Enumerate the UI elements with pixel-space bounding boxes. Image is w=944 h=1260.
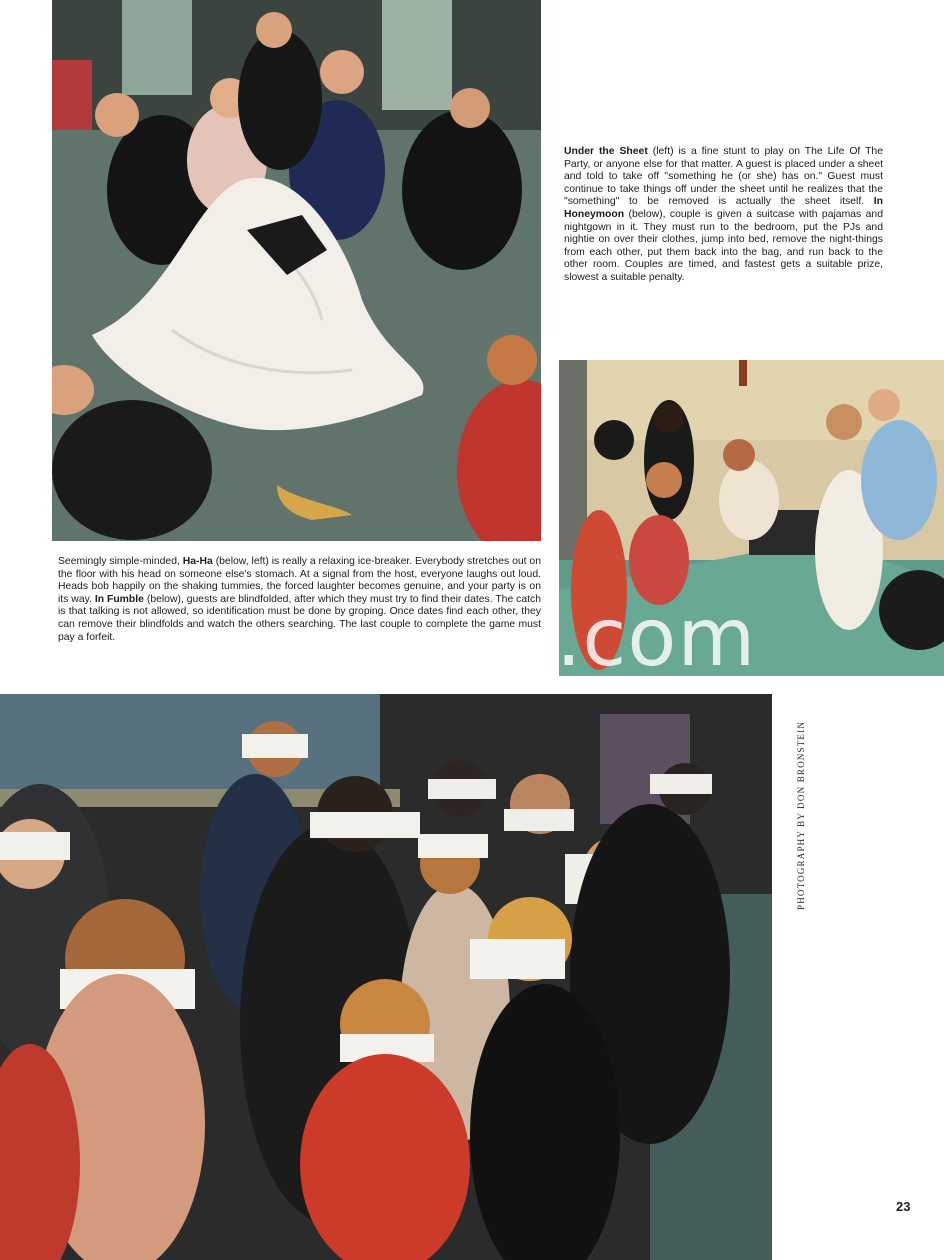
watermark-text: .com: [556, 591, 757, 684]
under-sheet-text: (left) is a fine stunt to play on The Life Of The Party, or anyone else for that matter. A guest is placed under a sheet and told to take off "something he (or she) has on." Guest must continue to take things off under the sheet until he realizes that the "something" to be removed is actually the sheet itself.: [564, 146, 883, 208]
honeymoon-text: (below), couple is given a suitcase with pajamas and nightgown in it. They must run to the bedroom, put the PJs and nightie on over their clothes, jump into bed, remove the night-things from each other, put them back into the bag, and run back to the other room. Couples are timed, and fastest gets a suitable prize, slowest a suitable penalty.: [564, 208, 883, 283]
under-sheet-caption: [564, 146, 883, 285]
under-sheet-photo: [52, 0, 541, 541]
fumble-photo-illustration: [0, 694, 772, 1260]
honeymoon-title: In Honeymoon: [564, 196, 883, 220]
page-number: 23: [896, 1199, 911, 1214]
haha-title: Ha-Ha: [182, 556, 213, 567]
fumble-photo: [0, 694, 772, 1260]
fumble-title: In Fumble: [94, 593, 144, 605]
haha-intro: Seemingly simple-minded,: [58, 556, 183, 567]
under-sheet-title: Under the Sheet: [564, 146, 648, 157]
fumble-text: (below), guests are blindfolded, after which they must try to find their dates. The catch is that talking is not allowed, so identification must be done by groping. Once dates find each other, they can remove their blindfolds and watch the others searching. The last couple to complete the game must pay a forfeit.: [58, 593, 541, 643]
haha-text: (below, left) is really a relaxing ice-breaker. Everybody stretches out on the floor with his head on someone else's stomach. At a signal from the host, everyone laughs out loud. Heads bob happily on the shaking tummies, the forced laughter becomes genuine, and your party is on its way.: [58, 556, 541, 605]
under-sheet-photo-illustration: [52, 0, 541, 541]
photo-credit: PHOTOGRAPHY BY DON BRONSTEIN: [796, 720, 806, 910]
haha-caption: [58, 556, 541, 644]
